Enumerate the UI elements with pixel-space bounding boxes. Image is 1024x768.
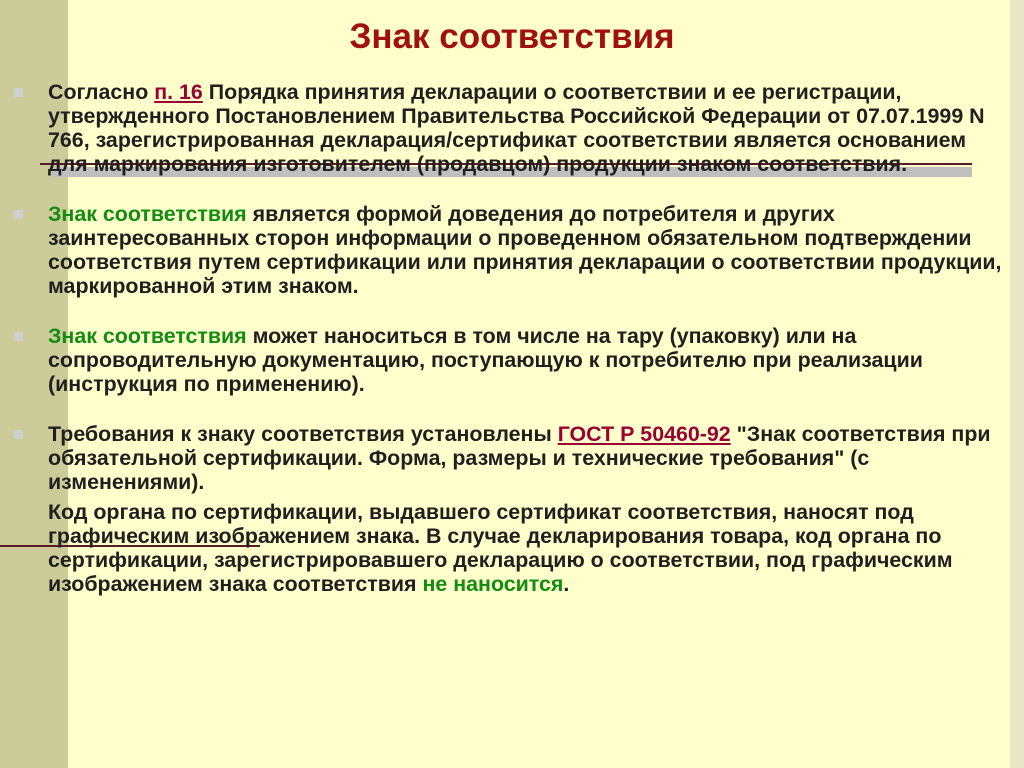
bullet-1 <box>48 80 1008 176</box>
clause-16-link[interactable]: п. 16 <box>154 80 203 104</box>
bullet-2-text <box>48 202 1008 298</box>
bullet-4-sub-emphasis: не наносится <box>422 572 564 596</box>
bullet-4-text <box>48 422 1008 494</box>
slide-content <box>48 80 1008 622</box>
bullet-1-text <box>48 80 1008 176</box>
gost-link[interactable]: ГОСТ Р 50460-92 <box>557 422 731 446</box>
bullet-4-subtext <box>48 500 1008 596</box>
bullet-3-part-2: может наноситься в том числе на тару (упаковку) или на сопроводительную документацию, поступающую к потребителю при реализации (инструкция по применению). <box>48 324 923 396</box>
bullet-4-part-1: Требования к знаку соответствия установлены <box>48 422 558 446</box>
bullet-2-term: Знак соответствия <box>48 202 247 226</box>
bullet-1-part-3: Порядка принятия декларации о соответствии и ее регистрации, утвержденного Постановлением Правительства Российской Федерации от 07.07.1999 N 766, зарегистрированная декларация/сертификат соответствии является основанием для маркирования изготовителем (продавцом) продукции знаком соответствия. <box>48 80 985 176</box>
right-decorative-frame <box>1010 0 1024 768</box>
bullet-4-part-3: "Знак соответствия при обязательной сертификации. Форма, размеры и технические требования" (с изменениями). <box>48 422 991 494</box>
bullet-3-term: Знак соответствия <box>48 324 247 348</box>
bullet-4-sub-part-1: Код органа по сертификации, выдавшего сертификат соответствия, наносят под графическим изображением знака. В случае декларирования товара, код органа по сертификации, зарегистрировавшего декларацию о соответствии, под графическим изображением знака соответствия <box>48 500 953 596</box>
bullet-4 <box>48 422 1008 596</box>
bullet-square-icon <box>14 210 23 219</box>
bullet-square-icon <box>14 88 23 97</box>
bullet-square-icon <box>14 332 23 341</box>
bullet-2-part-2: является формой доведения до потребителя и других заинтересованных сторон информации о проведенном обязательном подтверждении соответствия путем сертификации или принятия декларации о соответствии продукции, маркированной этим знаком. <box>48 202 1002 298</box>
bullet-3 <box>48 324 1008 396</box>
bullet-1-part-1: Согласно <box>48 80 155 104</box>
bullet-3-text <box>48 324 1008 396</box>
bullet-2 <box>48 202 1008 298</box>
bullet-4-sub-part-3: . <box>563 572 570 596</box>
slide-title: Знак соответствия <box>349 17 675 56</box>
bullet-square-icon <box>14 430 23 439</box>
